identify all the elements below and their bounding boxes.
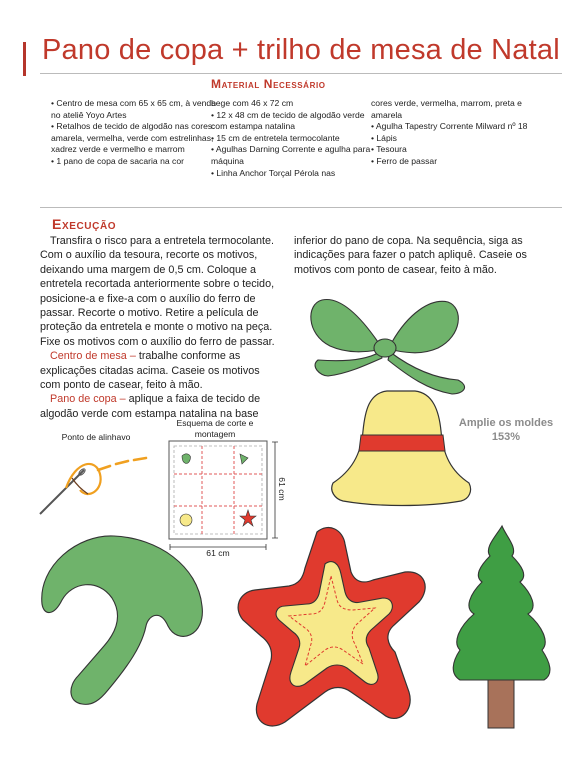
amplie-note: Amplie os moldes 153% bbox=[458, 417, 554, 443]
material-item: bege com 46 x 72 cm bbox=[211, 98, 294, 108]
title-divider bbox=[40, 73, 562, 74]
material-item: • Linha Anchor Torçal Pérola nas bbox=[211, 167, 336, 178]
tree-icon bbox=[446, 522, 556, 734]
paragraph-lead: Pano de copa – bbox=[50, 393, 126, 406]
page-title: Pano de copa + trilho de mesa de Natal bbox=[42, 34, 560, 66]
execucao-paragraph: Transfira o risco para a entretela termocolante. Com o auxílio da tesoura, recorte os motivos, deixando uma margem de 0,5 cm. Coloque a entretela recortada anteriormente sobre o tecido, posicione-a e fixe-a com o auxílio do ferro de passar. Recorte o motivo. Retire a película de proteção da entretela e monte o motivo na peça. Fixe os motivos com o auxílio do ferro de passar. bbox=[40, 235, 275, 348]
material-item: • Lápis bbox=[371, 132, 397, 143]
execucao-column-1 bbox=[40, 234, 280, 421]
stitch-label: Ponto de alinhavo bbox=[61, 432, 131, 442]
bell-icon bbox=[327, 385, 477, 510]
material-item: • Centro de mesa com 65 x 65 cm, à venda no ateliê Yoyo Artes bbox=[51, 98, 216, 120]
execucao-column-2 bbox=[294, 234, 534, 277]
paragraph-text: trabalhe conforme as explicações citadas acima. Caseie os motivos com ponto de casear, feito à mão. bbox=[40, 350, 260, 392]
height-label: 61 cm bbox=[277, 477, 287, 501]
execucao-paragraph-centro bbox=[40, 349, 280, 392]
material-column-3 bbox=[371, 98, 531, 168]
material-item: • 12 x 48 cm de tecido de algodão verde com estampa natalina bbox=[211, 109, 365, 132]
needle-icon bbox=[36, 450, 166, 520]
section-divider bbox=[40, 207, 562, 208]
width-label: 61 cm bbox=[206, 548, 230, 558]
execucao-heading: Execução bbox=[52, 216, 117, 232]
candy-cane-icon bbox=[38, 526, 238, 716]
material-item: • Agulha Tapestry Corrente Milward nº 18 bbox=[371, 121, 528, 132]
material-item: • 1 pano de copa de sacaria na cor bbox=[51, 155, 184, 166]
execucao-paragraph: inferior do pano de copa. Na sequência, siga as indicações para fazer o patch apliquê. Caseie os motivos com ponto de casear, feito à mão. bbox=[294, 235, 527, 276]
material-item: • Tesoura bbox=[371, 144, 407, 155]
paragraph-text: aplique a faixa de tecido de algodão verde com estampa natalina na base bbox=[40, 393, 261, 420]
material-heading: Material Necessário bbox=[211, 77, 326, 91]
star-icon bbox=[233, 522, 433, 752]
material-item: • 15 cm de entretela termocolante bbox=[211, 132, 340, 143]
material-item: • Ferro de passar bbox=[371, 155, 438, 166]
material-column-2 bbox=[211, 98, 371, 179]
material-column-1 bbox=[51, 98, 221, 168]
scheme-label: Esquema de corte e montagem bbox=[176, 418, 254, 439]
paragraph-lead: Centro de mesa – bbox=[50, 350, 136, 363]
title-accent-bar bbox=[23, 42, 26, 76]
material-item: • Agulhas Darning Corrente e agulha para máquina bbox=[211, 144, 371, 166]
execucao-paragraph-pano bbox=[40, 392, 280, 421]
material-item: • Retalhos de tecido de algodão nas cores: amarela, vermelha, verde com estrelinhas, xadrez verde e vermelho e marrom bbox=[51, 121, 215, 155]
bow-icon bbox=[300, 296, 470, 396]
material-item: cores verde, vermelha, marrom, preta e amarela bbox=[371, 98, 522, 120]
